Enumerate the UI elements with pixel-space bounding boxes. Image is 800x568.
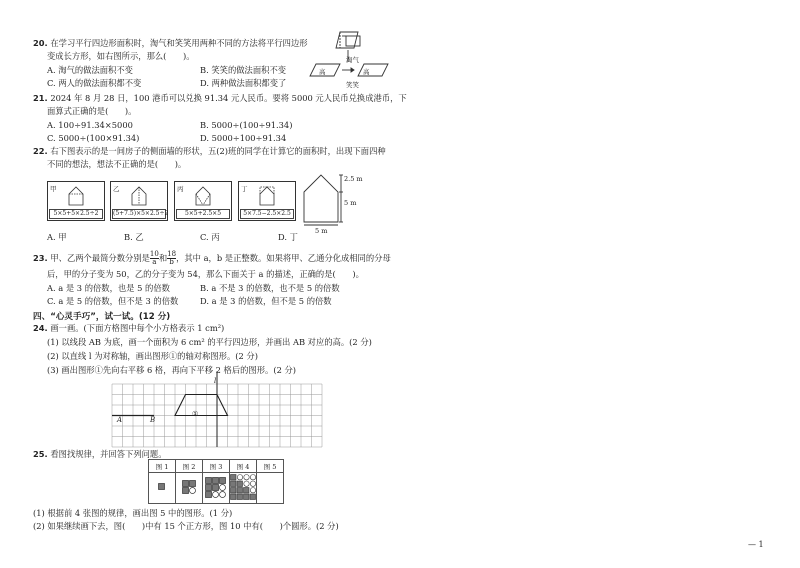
house-icon	[129, 185, 149, 207]
pattern-figure-3	[205, 477, 227, 499]
house-option-bing: 丙 5×5+2.5×5	[174, 181, 232, 221]
pattern-cell-3	[203, 473, 230, 504]
q24-sub1: (1) 以线段 AB 为底，画一个面积为 6 cm² 的平行四边形，并画出 AB 对应的高。(2 分)	[47, 337, 372, 347]
house-dim-top: 2.5 m	[344, 175, 363, 183]
q20-line1: 20. 在学习平行四边形面积时，淘气和笑笑用两种不同的方法将平行四边形	[33, 38, 308, 48]
section-4-heading: 四、“心灵手巧”，试一试。(12 分)	[33, 312, 171, 322]
grid-label-l: l	[214, 377, 217, 385]
pattern-cell-4	[230, 473, 257, 504]
house-icon	[257, 185, 277, 207]
q21-option-d[interactable]: D. 5000÷100÷91.34	[200, 133, 287, 143]
fraction-yi: $\frac{18}{b}$	[167, 250, 177, 266]
pattern-header-2: 图 2	[176, 460, 203, 473]
q21-option-b[interactable]: B. 5000÷(100÷91.34)	[200, 120, 293, 130]
q20-option-a[interactable]: A. 淘气的做法面积不变	[47, 65, 133, 75]
q20-fig-height-label-2: 高	[363, 68, 370, 76]
q23-line1: 23. 甲、乙两个最简分数分别是 $\frac{10}{a}$ 和 $\frac{18}{b}$ ，其中 a，b 是正整数。如果将甲、乙通分化成相同的分母	[33, 250, 391, 266]
pattern-header-1: 图 1	[149, 460, 176, 473]
q24-title: 24. 画一画。(下面方格图中每个小方格表示 1 cm²)	[33, 323, 225, 333]
q20-line2: 变成长方形，如右图所示，那么( )。	[47, 51, 195, 61]
house-icon	[193, 185, 213, 207]
pattern-figure-4	[230, 474, 258, 502]
q22-option-b[interactable]: B. 乙	[124, 232, 144, 242]
q23-option-a[interactable]: A. a 是 3 的倍数，也是 5 的倍数	[47, 283, 170, 293]
q25-sub1: (1) 根据前 4 张图的规律，画出图 5 中的图形。(1 分)	[33, 508, 233, 518]
q22-option-a[interactable]: A. 甲	[47, 232, 67, 242]
drawing-grid[interactable]	[112, 384, 322, 448]
q21-option-c[interactable]: C. 5000÷(100×91.34)	[47, 133, 140, 143]
page-number: — 1	[748, 540, 764, 549]
q20-option-d[interactable]: D. 两种做法面积都变了	[200, 78, 287, 88]
house-option-yi: 乙 (5+7.5)×5×2.5÷2	[110, 181, 168, 221]
pattern-cell-2	[176, 473, 203, 504]
pattern-header-5: 图 5	[257, 460, 284, 473]
q25-title: 25. 看图找规律，并回答下列问题。	[33, 449, 167, 459]
q22-option-c[interactable]: C. 丙	[200, 232, 220, 242]
q21-line1: 21. 2024 年 8 月 28 日，100 港币可以兑换 91.34 元人民币。要将 5000 元人民币兑换成港币，下	[33, 93, 407, 103]
house-icon	[66, 185, 86, 207]
q23-line2: 后，甲的分子变为 50，乙的分子变为 54，那么下面关于 a 的描述，正确的是( )。	[47, 269, 364, 279]
pattern-figure-2	[182, 480, 198, 496]
q20-option-c[interactable]: C. 两人的做法面积都不变	[47, 78, 142, 88]
house-dim-side: 5 m	[344, 199, 357, 207]
house-option-jia: 甲 5×5+5×2.5÷2	[47, 181, 105, 221]
q23-option-d[interactable]: D. a 是 3 的倍数，但不是 5 的倍数	[200, 296, 332, 306]
fraction-jia: $\frac{10}{a}$	[149, 250, 159, 266]
q20-fig-height-label-1: 高	[319, 68, 326, 76]
q22-line2: 不同的想法，想法不正确的是( )。	[47, 159, 187, 169]
q23-option-b[interactable]: B. a 不是 3 的倍数，也不是 5 的倍数	[200, 283, 340, 293]
q21-line2: 面算式正确的是( )。	[47, 106, 137, 116]
q22-line1: 22. 右下图表示的是一间房子的侧面墙的形状，五(2)班的同学在计算它的面积时，出现下面四种	[33, 146, 386, 156]
q24-sub3: (3) 画出图形①先向右平移 6 格，再向下平移 2 格后的图形。(2 分)	[47, 365, 297, 375]
q21-option-a[interactable]: A. 100÷91.34×5000	[47, 120, 133, 130]
pattern-table	[148, 459, 284, 504]
pattern-header-3: 图 3	[203, 460, 230, 473]
q24-sub2: (2) 以直线 l 为对称轴，画出图形①的轴对称图形。(2 分)	[47, 351, 258, 361]
pattern-cell-5-blank[interactable]	[257, 473, 284, 504]
house-dim-bottom: 5 m	[315, 227, 328, 235]
pattern-cell-1	[149, 473, 176, 504]
pattern-header-4: 图 4	[230, 460, 257, 473]
q22-option-d[interactable]: D. 丁	[278, 232, 298, 242]
pattern-figure-1	[158, 483, 166, 491]
q20-option-b[interactable]: B. 笑笑的做法面积不变	[200, 65, 287, 75]
q20-fig-top-label: 淘气	[346, 56, 359, 64]
q20-fig-bottom-label: 笑笑	[346, 81, 359, 89]
house-option-ding: 丁 5×7.5−2.5×2.5	[238, 181, 296, 221]
q23-option-c[interactable]: C. a 是 5 的倍数，但不是 3 的倍数	[47, 296, 179, 306]
shape-1-label: ①	[192, 410, 199, 418]
grid-label-b: B	[150, 416, 156, 424]
grid-label-a: A	[117, 416, 123, 424]
q25-sub2: (2) 如果继续画下去，图( )中有 15 个正方形，图 10 中有( )个圆形。(2 分)	[33, 521, 339, 531]
